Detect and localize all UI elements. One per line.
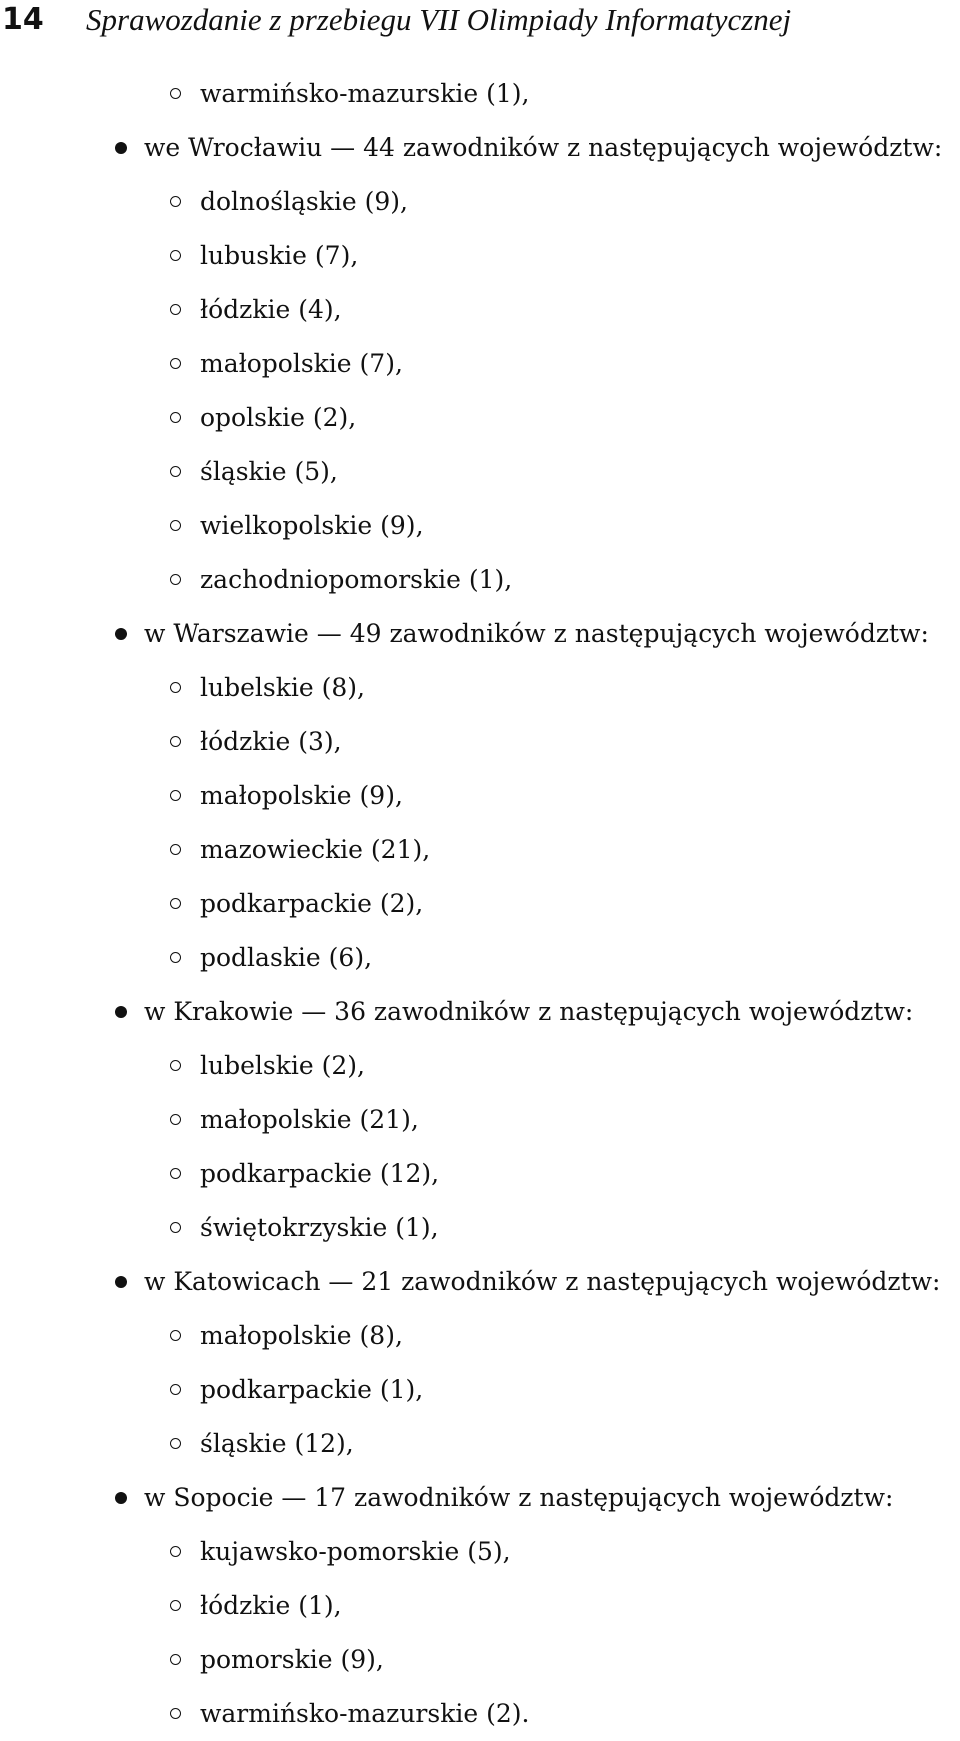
region-list-item xyxy=(0,1363,960,1417)
region-list-item xyxy=(0,445,960,499)
hollow-bullet-icon xyxy=(170,1708,181,1719)
hollow-bullet-icon xyxy=(170,196,181,207)
region-list-item xyxy=(0,553,960,607)
hollow-bullet-icon xyxy=(170,358,181,369)
region-entry-text: lubelskie (8), xyxy=(200,673,365,702)
city-entry-text: w Warszawie — 49 zawodników z następujących województw: xyxy=(144,619,929,648)
region-list-item xyxy=(0,1579,960,1633)
hollow-bullet-icon xyxy=(170,520,181,531)
city-entry-text: w Sopocie — 17 zawodników z następujących województw: xyxy=(144,1483,894,1512)
region-entry-text: małopolskie (21), xyxy=(200,1105,419,1134)
region-list-item xyxy=(0,1201,960,1255)
hollow-bullet-icon xyxy=(170,1330,181,1341)
hollow-bullet-icon xyxy=(170,898,181,909)
hollow-bullet-icon xyxy=(170,1600,181,1611)
region-entry-text: śląskie (12), xyxy=(200,1429,354,1458)
region-list-item xyxy=(0,823,960,877)
region-entry-text: łódzkie (1), xyxy=(200,1591,342,1620)
region-list-item xyxy=(0,175,960,229)
region-list-item xyxy=(0,1147,960,1201)
region-list-item xyxy=(0,1687,960,1741)
city-entry-text: we Wrocławiu — 44 zawodników z następujących województw: xyxy=(144,133,943,162)
region-entry-text: podkarpackie (12), xyxy=(200,1159,440,1188)
region-entry-text: lubuskie (7), xyxy=(200,241,359,270)
city-list-item xyxy=(0,1471,960,1525)
region-list-item xyxy=(0,877,960,931)
hollow-bullet-icon xyxy=(170,1546,181,1557)
hollow-bullet-icon xyxy=(170,1384,181,1395)
hollow-bullet-icon xyxy=(170,412,181,423)
hollow-bullet-icon xyxy=(170,1060,181,1071)
hollow-bullet-icon xyxy=(170,952,181,963)
region-list-item xyxy=(0,769,960,823)
hollow-bullet-icon xyxy=(170,844,181,855)
city-list-item xyxy=(0,121,960,175)
region-entry-text: małopolskie (7), xyxy=(200,349,403,378)
region-entry-text: mazowieckie (21), xyxy=(200,835,431,864)
region-entry-text: warmińsko-mazurskie (1), xyxy=(200,79,530,108)
region-entry-text: zachodniopomorskie (1), xyxy=(200,565,513,594)
city-entry-text: w Katowicach — 21 zawodników z następujących województw: xyxy=(144,1267,941,1296)
city-entry-text: w Krakowie — 36 zawodników z następujących województw: xyxy=(144,997,914,1026)
region-entry-text: podkarpackie (1), xyxy=(200,1375,424,1404)
region-list-item xyxy=(0,1417,960,1471)
region-list-item xyxy=(0,1039,960,1093)
region-list-item xyxy=(0,499,960,553)
hollow-bullet-icon xyxy=(170,466,181,477)
hollow-bullet-icon xyxy=(170,682,181,693)
regions-list xyxy=(0,67,960,1741)
hollow-bullet-icon xyxy=(170,88,181,99)
region-list-item xyxy=(0,1093,960,1147)
hollow-bullet-icon xyxy=(170,790,181,801)
hollow-bullet-icon xyxy=(170,304,181,315)
page-header xyxy=(0,0,960,42)
filled-bullet-icon xyxy=(115,1276,127,1288)
region-list-item xyxy=(0,1633,960,1687)
region-list-item xyxy=(0,391,960,445)
region-list-item xyxy=(0,337,960,391)
region-entry-text: warmińsko-mazurskie (2). xyxy=(200,1699,530,1728)
region-list-item xyxy=(0,715,960,769)
region-entry-text: podlaskie (6), xyxy=(200,943,373,972)
filled-bullet-icon xyxy=(115,1492,127,1504)
hollow-bullet-icon xyxy=(170,1114,181,1125)
hollow-bullet-icon xyxy=(170,574,181,585)
region-entry-text: łódzkie (4), xyxy=(200,295,342,324)
hollow-bullet-icon xyxy=(170,1168,181,1179)
region-entry-text: podkarpackie (2), xyxy=(200,889,424,918)
region-entry-text: małopolskie (8), xyxy=(200,1321,403,1350)
filled-bullet-icon xyxy=(115,1006,127,1018)
region-list-item xyxy=(0,931,960,985)
region-entry-text: świętokrzyskie (1), xyxy=(200,1213,439,1242)
region-entry-text: pomorskie (9), xyxy=(200,1645,384,1674)
region-entry-text: dolnośląskie (9), xyxy=(200,187,409,216)
region-list-item xyxy=(0,67,960,121)
region-list-item xyxy=(0,1309,960,1363)
region-list-item xyxy=(0,283,960,337)
region-list-item xyxy=(0,661,960,715)
city-list-item xyxy=(0,607,960,661)
region-entry-text: wielkopolskie (9), xyxy=(200,511,424,540)
hollow-bullet-icon xyxy=(170,1222,181,1233)
region-list-item xyxy=(0,229,960,283)
city-list-item xyxy=(0,1255,960,1309)
page-number: 14 xyxy=(2,2,44,37)
filled-bullet-icon xyxy=(115,628,127,640)
running-title: Sprawozdanie z przebiegu VII Olimpiady Informatycznej xyxy=(86,2,792,37)
region-entry-text: opolskie (2), xyxy=(200,403,357,432)
region-list-item xyxy=(0,1525,960,1579)
filled-bullet-icon xyxy=(115,142,127,154)
hollow-bullet-icon xyxy=(170,736,181,747)
hollow-bullet-icon xyxy=(170,250,181,261)
city-list-item xyxy=(0,985,960,1039)
region-entry-text: małopolskie (9), xyxy=(200,781,403,810)
region-entry-text: śląskie (5), xyxy=(200,457,338,486)
region-entry-text: lubelskie (2), xyxy=(200,1051,365,1080)
hollow-bullet-icon xyxy=(170,1438,181,1449)
region-entry-text: łódzkie (3), xyxy=(200,727,342,756)
hollow-bullet-icon xyxy=(170,1654,181,1665)
region-entry-text: kujawsko-pomorskie (5), xyxy=(200,1537,511,1566)
